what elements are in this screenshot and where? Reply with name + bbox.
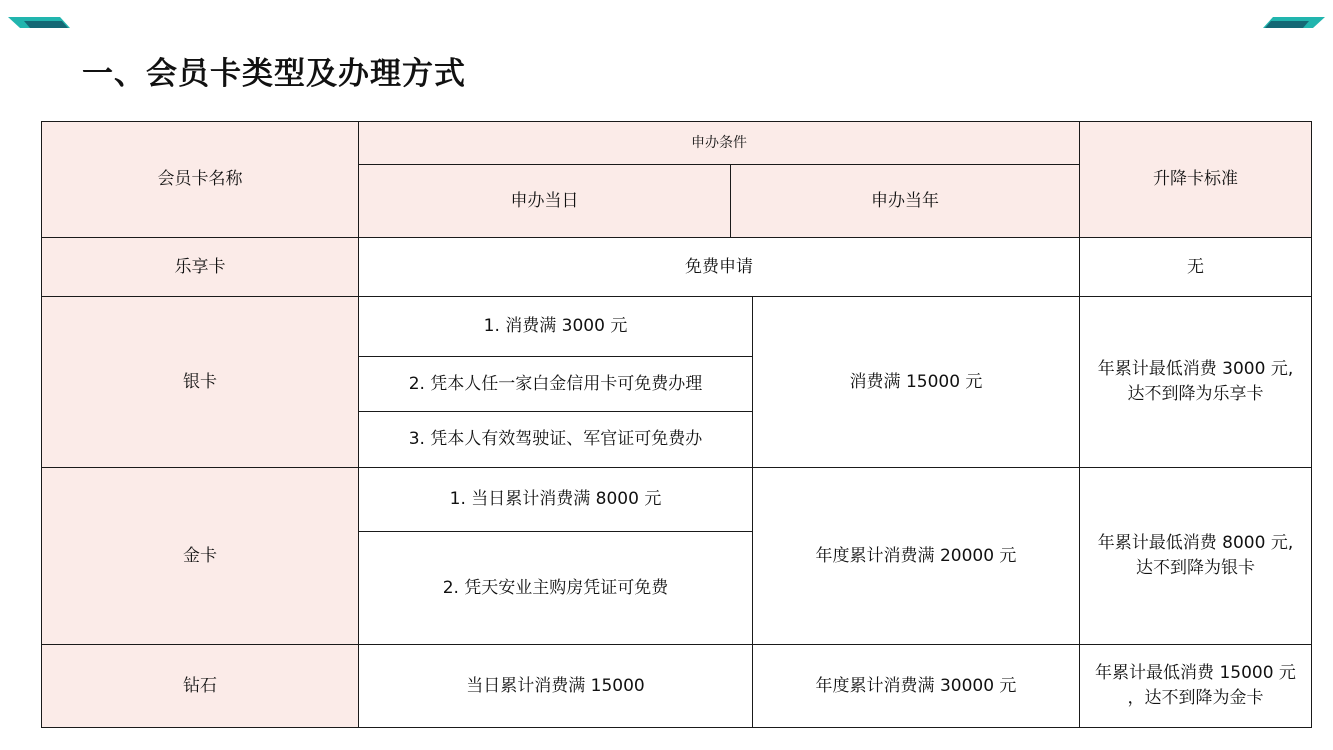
header-card-name: 会员卡名称 (41, 121, 359, 238)
row-silver-name: 银卡 (41, 296, 359, 468)
header-conditions: 申办条件 (358, 121, 1080, 165)
corner-ribbon-left-icon (8, 17, 70, 28)
row-diamond-year: 年度累计消费满 30000 元 (752, 644, 1080, 728)
row-gold-day-1: 1. 当日累计消费满 8000 元 (358, 467, 753, 532)
row-gold-day-2: 2. 凭天安业主购房凭证可免费 (358, 531, 753, 645)
row-gold-year: 年度累计消费满 20000 元 (752, 467, 1080, 645)
row-lexiang-upgrade: 无 (1079, 237, 1312, 297)
row-silver-day-2: 2. 凭本人任一家白金信用卡可免费办理 (358, 356, 753, 412)
header-upgrade-standard: 升降卡标准 (1079, 121, 1312, 238)
corner-ribbon-right-icon (1263, 17, 1325, 28)
row-silver-day-3: 3. 凭本人有效驾驶证、军官证可免费办 (358, 411, 753, 468)
row-gold-name: 金卡 (41, 467, 359, 645)
row-lexiang-name: 乐享卡 (41, 237, 359, 297)
row-silver-upgrade: 年累计最低消费 3000 元, 达不到降为乐享卡 (1079, 296, 1312, 468)
header-same-year: 申办当年 (730, 164, 1080, 238)
row-gold-upgrade: 年累计最低消费 8000 元, 达不到降为银卡 (1079, 467, 1312, 645)
page-title: 一、会员卡类型及办理方式 (82, 56, 466, 92)
row-diamond-name: 钻石 (41, 644, 359, 728)
row-lexiang-condition: 免费申请 (358, 237, 1080, 297)
row-silver-year: 消费满 15000 元 (752, 296, 1080, 468)
row-diamond-upgrade: 年累计最低消费 15000 元 ，达不到降为金卡 (1079, 644, 1312, 728)
header-same-day: 申办当日 (358, 164, 731, 238)
row-silver-day-1: 1. 消费满 3000 元 (358, 296, 753, 357)
row-diamond-day: 当日累计消费满 15000 (358, 644, 753, 728)
